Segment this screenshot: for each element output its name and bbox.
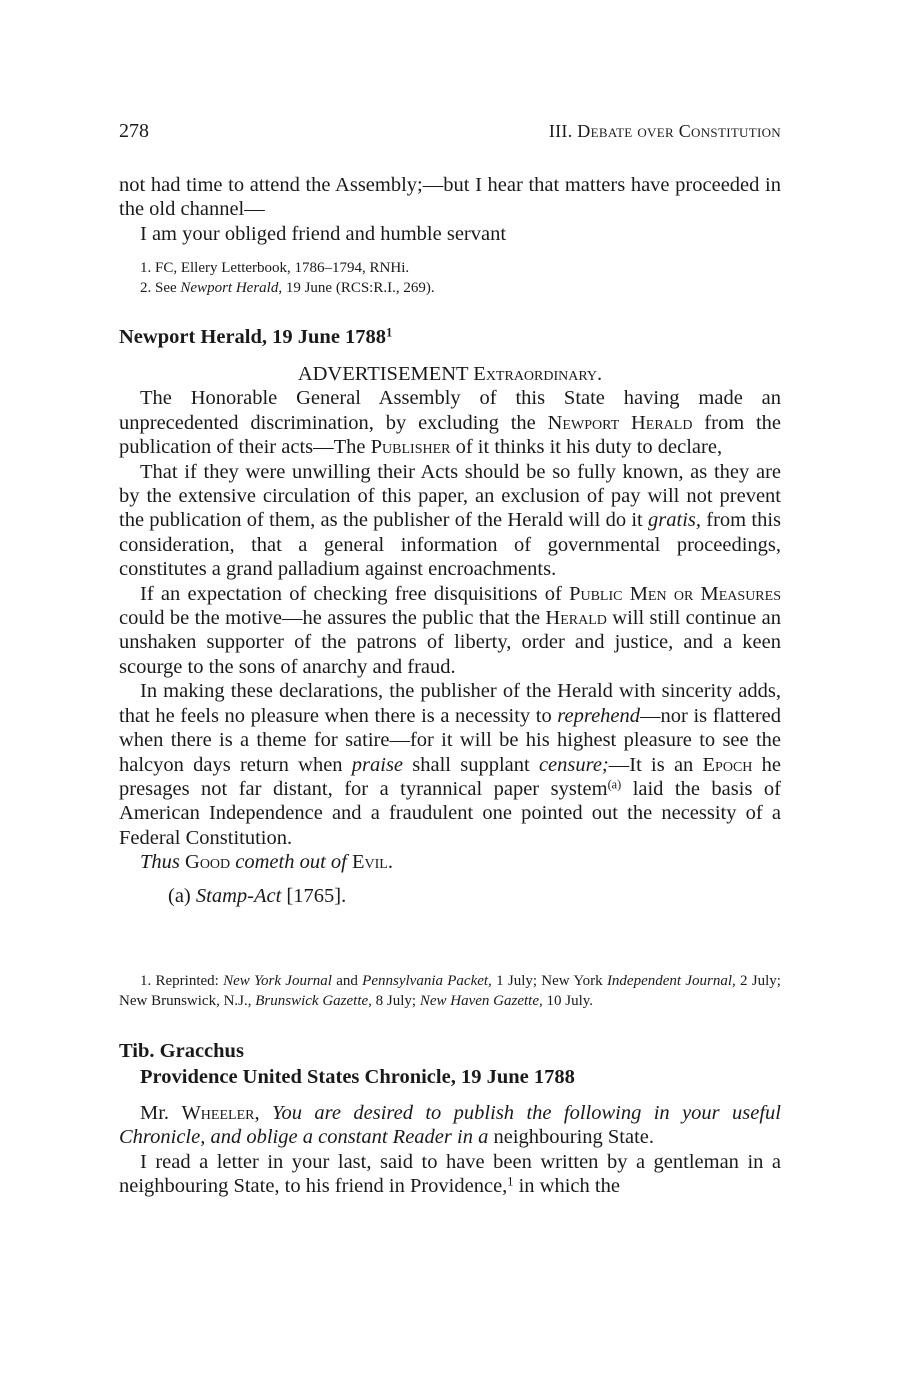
gracchus-paragraph-2: I read a letter in your last, said to have been written by a gentleman in a neighbouring State, to his friend in Providence,$^1$ in which the [119, 1150, 781, 1198]
gracchus-author: Tib. Gracchus [119, 1040, 244, 1062]
gracchus-source: Providence United States Chronicle, 19 June 1788 [140, 1066, 575, 1088]
letter-footnotes [119, 258, 781, 298]
herald-footnote-1: 1. Reprinted: New York Journal and Pennsylvania Packet, 1 July; New York Independent Journal, 2 July; New Brunswick, N.J., Brunswick Gazette, 8 July; New Haven Gazette, 10 July. [119, 973, 781, 1009]
letter-closing: I am your obliged friend and humble servant [140, 222, 507, 245]
herald-article [119, 362, 781, 908]
herald-footnotes [119, 971, 781, 1011]
herald-paragraph-3: If an expectation of checking free disquisitions of Public Men or Measures could be the motive—he assures the public that the Herald will still continue an unshaken supporter of the patrons of liberty, order and justice, and a keen scourge to the sons of anarchy and fraud. [119, 582, 781, 678]
page-number: 278 [119, 120, 149, 142]
running-header [119, 120, 781, 143]
advertisement-title: ADVERTISEMENT Extraordinary. [297, 363, 603, 385]
gracchus-article [119, 1101, 781, 1199]
footnote-1: 1. FC, Ellery Letterbook, 1786–1794, RNHi. [140, 260, 410, 276]
gracchus-paragraph-1: Mr. Wheeler, You are desired to publish the following in your useful Chronicle, and oblige a constant Reader in a neighbouring State. [119, 1102, 782, 1149]
herald-heading: Newport Herald, 19 June 1788$^1$ [119, 325, 393, 348]
gracchus-heading [119, 1038, 781, 1090]
herald-paragraph-1: The Honorable General Assembly of this State having made an unprecedented discrimination, by excluding the Newport Herald from the publication of their acts—The Publisher of it thinks it his duty to declare, [119, 387, 782, 459]
herald-motto: Thus Good cometh out of Evil. [140, 851, 393, 874]
running-head-title: III. Debate over Constitution [548, 121, 781, 141]
letter-ending-paragraph: not had time to attend the Assembly;—but I hear that matters have proceeded in the old channel— [119, 174, 781, 221]
herald-paragraph-4: In making these declarations, the publisher of the Herald with sincerity adds, that he feels no pleasure when there is a necessity to reprehend—nor is flattered when there is a theme for satire—for it will be his highest pleasure to see the halcyon days return when praise shall supplant censure;—It is an Epoch he presages not far distant, for a tyrannical paper system$^{(a)}$ laid the basis of American Independence and a fraudulent one pointed out the necessity of a Federal Constitution. [119, 680, 781, 849]
herald-note-a: (a) Stamp-Act [1765]. [168, 884, 347, 907]
letter-ending [119, 173, 781, 246]
herald-paragraph-2: That if they were unwilling their Acts should be so fully known, as they are by the extensive circulation of this paper, an exclusion of pay will not prevent the publication of them, as the publisher of the Herald will do it gratis, from this consideration, that a general information of governmental proceedings, constitutes a grand palladium against encroachments. [119, 460, 781, 581]
footnote-2: 2. See Newport Herald, 19 June (RCS:R.I., 269). [140, 280, 435, 296]
